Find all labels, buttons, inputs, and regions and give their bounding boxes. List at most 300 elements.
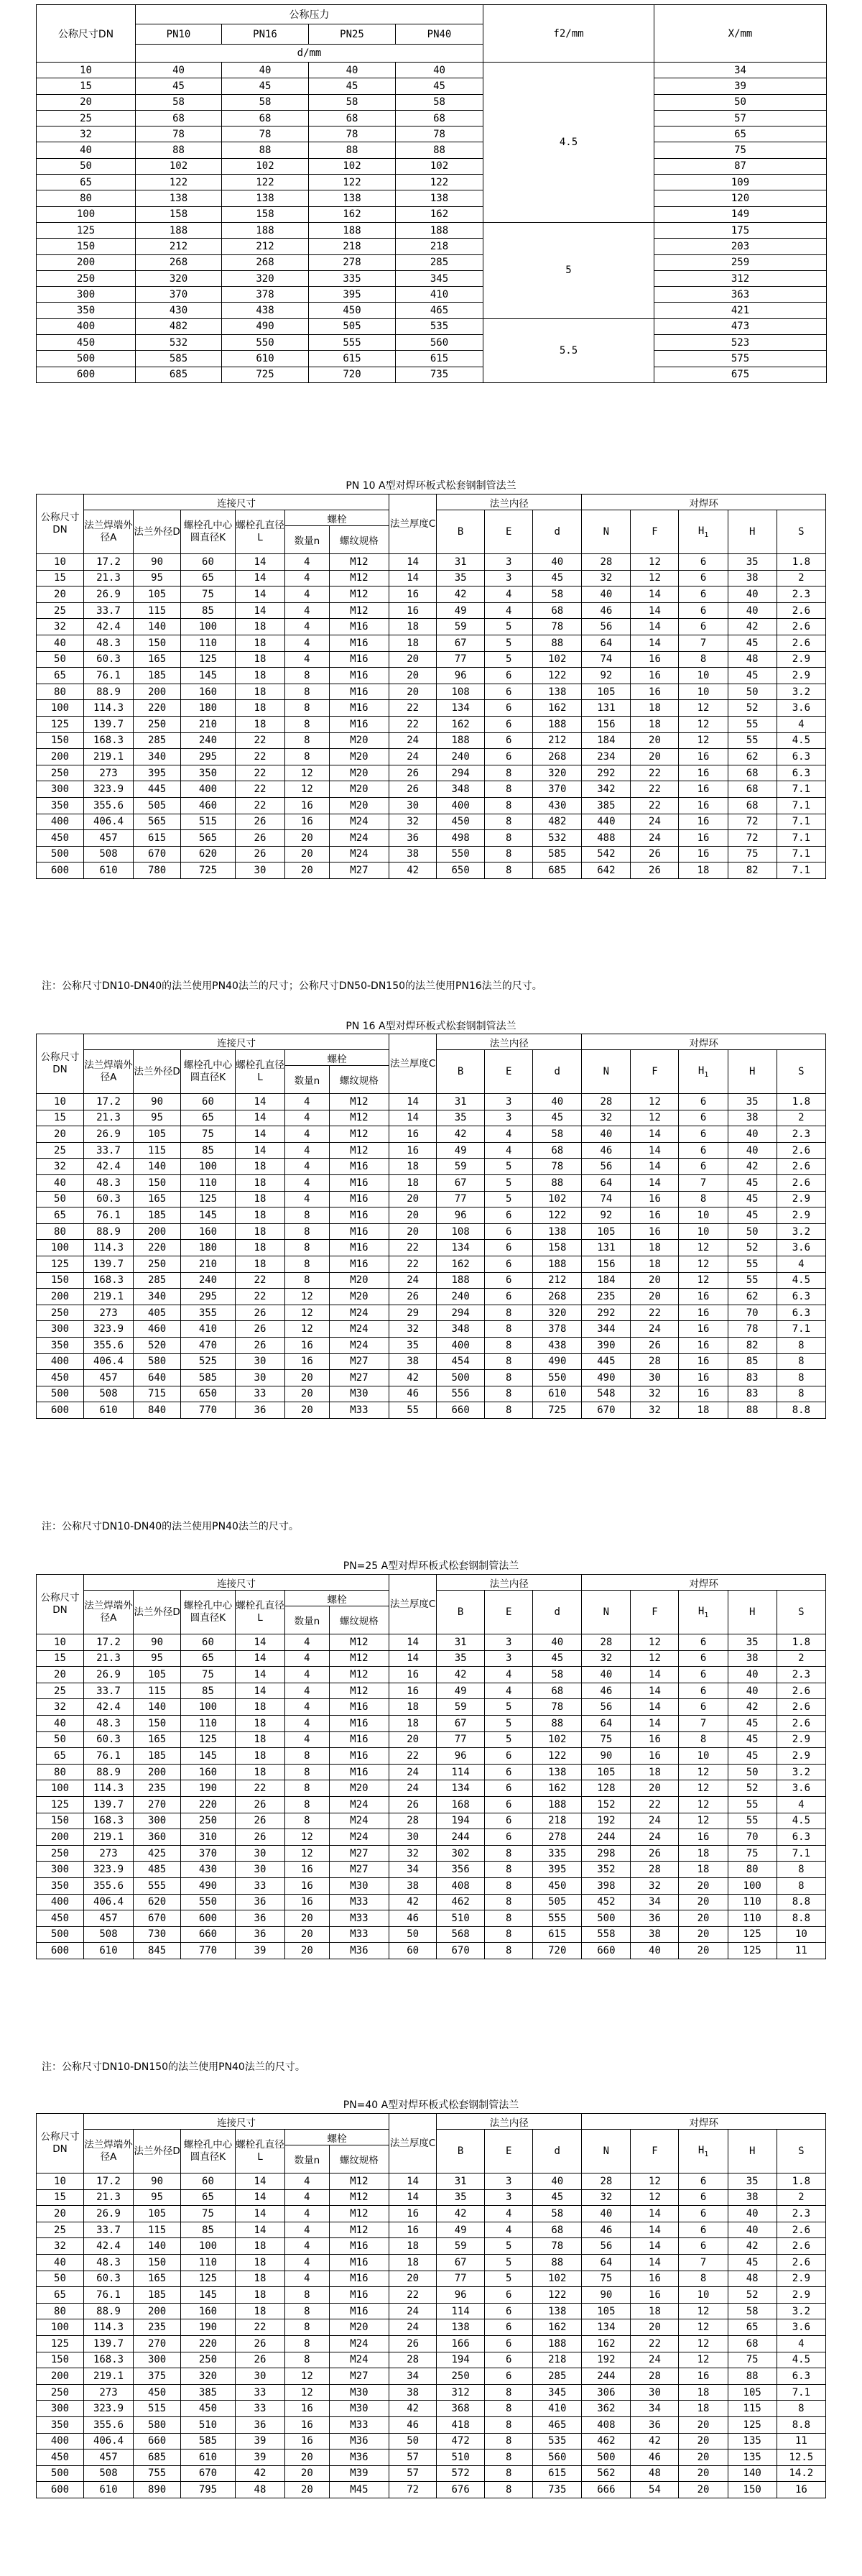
table-cell: 158	[222, 206, 309, 222]
table-cell: 42	[728, 1159, 777, 1175]
table-cell: 10	[679, 668, 728, 684]
table-cell: 340	[134, 749, 181, 765]
table-cell: 115	[134, 602, 181, 619]
table-cell: 355	[181, 1305, 236, 1321]
table-cell: 600	[37, 1402, 84, 1419]
table-cell: 95	[134, 1110, 181, 1126]
table-cell: 18	[235, 1208, 284, 1224]
table-cell: 508	[83, 2465, 133, 2482]
table-cell: 125	[728, 1926, 777, 1943]
table-cell: 102	[136, 158, 222, 174]
table-cell: 20	[37, 2206, 84, 2222]
table-cell: 457	[83, 830, 133, 847]
table-cell: 320	[222, 270, 309, 286]
flange-table	[36, 494, 826, 879]
d-outer-header: 法兰外径D	[134, 1050, 181, 1094]
table-cell: 115	[134, 1142, 181, 1159]
d-outer-header: 法兰外径D	[134, 2130, 181, 2174]
table-cell: M12	[329, 1667, 389, 1683]
table-cell: 25	[37, 110, 136, 126]
table-row	[37, 1272, 826, 1289]
table-cell: 14	[631, 635, 679, 651]
table-cell: 660	[181, 1926, 236, 1943]
connect-header: 连接尺寸	[83, 1034, 389, 1050]
table-cell: 120	[654, 190, 827, 206]
table-cell: 188	[396, 222, 483, 238]
table-cell: 64	[582, 2254, 631, 2271]
table-cell: 795	[181, 2482, 236, 2498]
table-cell: 7	[679, 1174, 728, 1191]
table-cell: 52	[728, 700, 777, 717]
table-cell: 4	[285, 602, 330, 619]
table-cell: 12	[679, 1796, 728, 1813]
table-cell: 294	[437, 765, 485, 781]
table-cell: 615	[134, 830, 181, 847]
table-cell: 203	[654, 239, 827, 254]
table-cell: 18	[235, 2287, 284, 2304]
table-cell: 18	[235, 619, 284, 635]
bolt-header: 螺栓	[285, 510, 389, 526]
table-cell: 4	[485, 586, 533, 603]
table-cell: 22	[235, 781, 284, 798]
table-cell: 28	[389, 1813, 437, 1829]
table-cell: 185	[134, 668, 181, 684]
table-cell: 14	[389, 2189, 437, 2206]
table-cell: 32	[389, 1321, 437, 1338]
table-cell: 250	[37, 765, 84, 781]
table-cell: 220	[134, 1240, 181, 1256]
table-cell: 74	[582, 1191, 631, 1208]
table-cell: M16	[329, 1240, 389, 1256]
table-cell: 16	[285, 1877, 330, 1894]
table-cell: 138	[396, 190, 483, 206]
flange-table	[36, 1574, 826, 1959]
table-cell: 666	[582, 2482, 631, 2498]
table-cell: 194	[437, 2352, 485, 2368]
table-cell: M12	[329, 602, 389, 619]
table-cell: 10	[37, 1634, 84, 1651]
table-cell: 1.8	[777, 554, 825, 571]
table-cell: 4	[285, 1634, 330, 1651]
table-cell: 14	[631, 1715, 679, 1731]
table-cell: 268	[136, 254, 222, 270]
table-cell: 2.3	[777, 1667, 825, 1683]
table-cell: 8.8	[777, 1910, 825, 1927]
table-cell: 16	[777, 2482, 825, 2498]
table-cell: 240	[437, 1289, 485, 1305]
table-cell: 40	[728, 1126, 777, 1143]
table-cell: 115	[728, 2401, 777, 2417]
table-cell: 166	[437, 2335, 485, 2352]
unit-header: d/mm	[136, 45, 483, 63]
table-cell: 92	[582, 668, 631, 684]
table-cell: 139.7	[83, 2335, 133, 2352]
table-cell: 6	[485, 2352, 533, 2368]
table-cell: 78	[728, 1321, 777, 1338]
table-cell: 28	[631, 1353, 679, 1370]
table-cell: 6	[485, 1240, 533, 1256]
table-cell: 4	[285, 1667, 330, 1683]
table-cell: 156	[582, 1256, 631, 1272]
table-cell: 50	[728, 1223, 777, 1240]
table-cell: 273	[83, 765, 133, 781]
table-cell: 165	[134, 2271, 181, 2287]
table-cell: 70	[728, 1305, 777, 1321]
table-cell: 580	[134, 1353, 181, 1370]
table-cell: 188	[437, 1272, 485, 1289]
table-row	[37, 94, 827, 110]
table-cell: 158	[136, 206, 222, 222]
table-cell: 16	[285, 1353, 330, 1370]
table-cell: 725	[533, 1402, 582, 1419]
table-cell: 3	[485, 1650, 533, 1667]
table-cell: 85	[181, 602, 236, 619]
table-cell: 2.3	[777, 1126, 825, 1143]
table-cell: 8	[777, 1877, 825, 1894]
table-cell: 8	[485, 1370, 533, 1386]
summary-body	[37, 63, 827, 383]
table-cell: 65	[181, 570, 236, 586]
table-cell: 88.9	[83, 1223, 133, 1240]
table-row	[37, 126, 827, 142]
table-cell: 185	[134, 1208, 181, 1224]
table-cell: M27	[329, 2368, 389, 2385]
table-note: 注：公称尺寸DN10-DN40的法兰使用PN40法兰的尺寸；公称尺寸DN50-DN150的法兰使用PN16法兰的尺寸。	[42, 980, 542, 992]
table-cell: 85	[728, 1353, 777, 1370]
table-cell: 12	[679, 1780, 728, 1797]
table-cell: 14	[235, 1667, 284, 1683]
table-cell: 620	[134, 1894, 181, 1910]
table-cell: 6	[485, 1813, 533, 1829]
table-row	[37, 2450, 826, 2466]
table-cell: 78	[533, 2238, 582, 2255]
table-cell: 490	[222, 318, 309, 334]
flange-inner-header: 法兰内径	[437, 2114, 582, 2130]
table-row	[37, 2482, 826, 2498]
table-cell: 14	[631, 1126, 679, 1143]
table-cell: 390	[582, 1337, 631, 1353]
table-cell: 18	[389, 1159, 437, 1175]
table-cell: 10	[679, 684, 728, 700]
table-cell: 175	[654, 222, 827, 238]
table-cell: 96	[437, 668, 485, 684]
table-cell: 35	[728, 2174, 777, 2190]
table-cell: 42	[437, 586, 485, 603]
table-cell: 610	[533, 1386, 582, 1402]
table-cell: 16	[679, 749, 728, 765]
table-cell: 40	[37, 1715, 84, 1731]
table-cell: 68	[728, 797, 777, 814]
table-cell: M20	[329, 781, 389, 798]
table-cell: 188	[222, 222, 309, 238]
table-cell: 7.1	[777, 1845, 825, 1862]
table-cell: 675	[654, 367, 827, 382]
h1-header	[679, 1050, 728, 1094]
table-cell: 45	[136, 78, 222, 94]
table-cell: 24	[631, 1813, 679, 1829]
table-cell: 10	[777, 1926, 825, 1943]
table-cell: 39	[235, 2450, 284, 2466]
table-cell: 102	[533, 2271, 582, 2287]
table-cell: 125	[37, 222, 136, 238]
table-cell: 4	[285, 635, 330, 651]
table-cell: 2	[777, 1650, 825, 1667]
table-cell: 28	[631, 1862, 679, 1878]
table-cell: 16	[631, 1208, 679, 1224]
table-cell: 162	[309, 206, 396, 222]
table-cell: 30	[235, 1845, 284, 1862]
table-cell: 4	[285, 2206, 330, 2222]
table-cell: 295	[181, 749, 236, 765]
table-cell: 670	[582, 1402, 631, 1419]
table-cell: 68	[533, 1683, 582, 1699]
table-cell: 556	[437, 1386, 485, 1402]
table-cell: 350	[37, 1337, 84, 1353]
table-row	[37, 749, 826, 765]
table-cell: 75	[728, 1845, 777, 1862]
table-cell: 45	[728, 635, 777, 651]
table-cell: 40	[728, 1683, 777, 1699]
table-cell: 218	[309, 239, 396, 254]
table-cell: 40	[396, 63, 483, 78]
table-cell: 162	[437, 1256, 485, 1272]
table-cell: 548	[582, 1386, 631, 1402]
table-cell: 20	[285, 1910, 330, 1927]
table-cell: 22	[235, 1780, 284, 1797]
table-cell: 244	[437, 1829, 485, 1846]
table-cell: M20	[329, 1780, 389, 1797]
table-cell: 39	[235, 1943, 284, 1959]
h1-letter: H	[698, 1064, 705, 1077]
table-cell: M20	[329, 732, 389, 749]
table-cell: 194	[437, 1813, 485, 1829]
table-cell: M16	[329, 2303, 389, 2319]
table-cell: 68	[222, 110, 309, 126]
table-cell: 350	[37, 303, 136, 318]
table-cell: 1.8	[777, 2174, 825, 2190]
table-cell: 6.3	[777, 1289, 825, 1305]
table-cell: 473	[654, 318, 827, 334]
c-header: 法兰厚度C	[389, 2114, 437, 2174]
table-cell: 67	[437, 1715, 485, 1731]
table-cell: 525	[181, 1353, 236, 1370]
table-cell: 610	[222, 351, 309, 367]
table-cell: 16	[389, 2222, 437, 2238]
table-cell: 110	[728, 1894, 777, 1910]
table-cell: 40	[37, 635, 84, 651]
table-cell: 18	[235, 635, 284, 651]
table-cell: 180	[181, 1240, 236, 1256]
table-cell: 676	[437, 2482, 485, 2498]
table-cell: 36	[389, 830, 437, 847]
table-row	[37, 2465, 826, 2482]
table-row	[37, 1370, 826, 1386]
table-cell: 122	[222, 175, 309, 190]
table-cell: 640	[134, 1370, 181, 1386]
table-cell: 58	[533, 1126, 582, 1143]
table-cell: 59	[437, 619, 485, 635]
table-cell: 125	[181, 1731, 236, 1748]
table-cell: 10	[679, 1208, 728, 1224]
dn-header: 公称尺寸DN	[37, 1034, 84, 1094]
table-cell: M20	[329, 749, 389, 765]
table-cell: 294	[437, 1305, 485, 1321]
table-cell: 110	[181, 2254, 236, 2271]
table-cell: 40	[728, 2206, 777, 2222]
table-row	[37, 1943, 826, 1959]
table-cell: 12	[679, 732, 728, 749]
table-cell: 135	[728, 2433, 777, 2450]
connect-header: 连接尺寸	[83, 1575, 389, 1591]
table-cell: 11	[777, 1943, 825, 1959]
table-cell: 2.9	[777, 2271, 825, 2287]
table-cell: 400	[37, 1894, 84, 1910]
table-cell: 2.9	[777, 651, 825, 668]
table-cell: M36	[329, 2450, 389, 2466]
table-cell: 46	[389, 2416, 437, 2433]
table-cell: 20	[389, 684, 437, 700]
table-cell: 200	[134, 1223, 181, 1240]
table-cell: 14	[389, 554, 437, 571]
table-row	[37, 2303, 826, 2319]
table-cell: 410	[533, 2401, 582, 2417]
table-cell: 48.3	[83, 1174, 133, 1191]
n-header: N	[582, 510, 631, 554]
table-cell: 38	[728, 2189, 777, 2206]
table-cell: 40	[728, 1142, 777, 1159]
table-cell: 720	[309, 367, 396, 382]
table-cell: 29	[389, 1305, 437, 1321]
table-cell: M33	[329, 2416, 389, 2433]
table-cell: 22	[389, 700, 437, 717]
table-cell: 12	[631, 1650, 679, 1667]
table-row	[37, 2319, 826, 2336]
table-cell: 45	[533, 1110, 582, 1126]
table-cell: M12	[329, 2206, 389, 2222]
table-cell: 165	[134, 1731, 181, 1748]
table-row	[37, 175, 827, 190]
d-header: d	[533, 1591, 582, 1634]
table-cell: 2.6	[777, 1159, 825, 1175]
table-cell: 100	[37, 2319, 84, 2336]
table-cell: 660	[134, 2433, 181, 2450]
table-cell: 14	[235, 554, 284, 571]
table-cell: 3	[485, 1094, 533, 1110]
table-row	[37, 158, 827, 174]
table-cell: 465	[533, 2416, 582, 2433]
x-header: X/mm	[654, 5, 827, 63]
table-cell: 68	[533, 1142, 582, 1159]
table-cell: 125	[37, 716, 84, 732]
flange-table-body	[37, 1634, 826, 1959]
table-cell: 122	[309, 175, 396, 190]
table-cell: 30	[631, 1370, 679, 1386]
table-cell: 685	[533, 862, 582, 879]
table-cell: 40	[533, 1634, 582, 1651]
table-cell: 102	[396, 158, 483, 174]
table-cell: 150	[37, 1272, 84, 1289]
table-row	[37, 668, 826, 684]
table-cell: 83	[728, 1370, 777, 1386]
table-cell: 25	[37, 1142, 84, 1159]
table-cell: 134	[437, 1780, 485, 1797]
table-cell: 350	[37, 1877, 84, 1894]
table-cell: 36	[235, 1402, 284, 1419]
table-cell: 76.1	[83, 1748, 133, 1765]
table-cell: 2.6	[777, 1174, 825, 1191]
table-cell: 26	[631, 1845, 679, 1862]
table-cell: 68	[533, 602, 582, 619]
table-cell: 8	[485, 1877, 533, 1894]
table-cell: 26.9	[83, 2206, 133, 2222]
table-cell: 730	[134, 1926, 181, 1943]
table-cell: 68	[728, 781, 777, 798]
table-cell: 8	[485, 1386, 533, 1402]
table-cell: 250	[134, 1256, 181, 1272]
table-cell: 360	[134, 1829, 181, 1846]
table-cell: 6	[679, 2222, 728, 2238]
table-cell: 4	[285, 619, 330, 635]
table-cell: 122	[533, 668, 582, 684]
table-cell: 77	[437, 1731, 485, 1748]
table-cell: 508	[83, 1386, 133, 1402]
table-cell: 285	[396, 254, 483, 270]
table-cell: 8	[285, 1748, 330, 1765]
l-header: 螺栓孔直径L	[235, 1591, 284, 1634]
table-row	[37, 110, 827, 126]
table-cell: M12	[329, 570, 389, 586]
table-cell: 14	[235, 570, 284, 586]
table-row	[37, 1683, 826, 1699]
table-cell: 3	[485, 2189, 533, 2206]
table-cell: M16	[329, 1748, 389, 1765]
table-cell: 406.4	[83, 1894, 133, 1910]
table-cell: 22	[389, 1256, 437, 1272]
table-cell: 8	[285, 1208, 330, 1224]
table-cell: 7.1	[777, 846, 825, 862]
table-cell: 6	[485, 1764, 533, 1780]
table-cell: 20	[37, 1667, 84, 1683]
table-cell: 240	[437, 749, 485, 765]
table-cell: 440	[582, 814, 631, 830]
table-cell: 20	[679, 1894, 728, 1910]
bolt-n-header: 数量n	[285, 1066, 330, 1094]
table-cell: 250	[37, 1305, 84, 1321]
table-cell: 350	[37, 797, 84, 814]
table-cell: 57	[389, 2450, 437, 2466]
table-cell: 162	[437, 716, 485, 732]
h-header: H	[728, 2130, 777, 2174]
table-cell: 14	[389, 1110, 437, 1126]
table-cell: 610	[83, 862, 133, 879]
table-cell: 20	[679, 2465, 728, 2482]
table-cell: 14	[235, 2222, 284, 2238]
flange-table-body	[37, 554, 826, 879]
table-cell: 8	[285, 1780, 330, 1797]
table-cell: 33	[235, 1386, 284, 1402]
table-cell: 64	[582, 635, 631, 651]
table-cell: 4	[285, 1142, 330, 1159]
table-row	[37, 1715, 826, 1731]
table-cell: 16	[389, 1683, 437, 1699]
table-note: 注：公称尺寸DN10-DN150的法兰使用PN40法兰的尺寸。	[42, 2061, 305, 2073]
table-cell: M16	[329, 1764, 389, 1780]
table-cell: 2	[777, 1110, 825, 1126]
table-row	[37, 830, 826, 847]
table-cell: 20	[679, 2450, 728, 2466]
table-cell: 18	[679, 1402, 728, 1419]
table-cell: 18	[235, 1174, 284, 1191]
